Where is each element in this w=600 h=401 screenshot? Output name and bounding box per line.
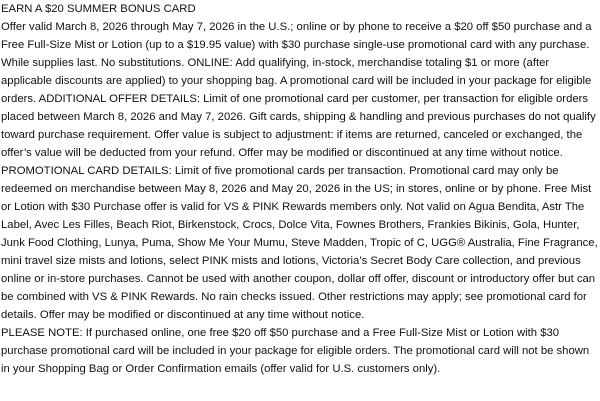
offer-details: Offer valid March 8, 2026 through May 7, 2026 in the U.S.; online or by phone to receive a $20 off $50 purchase and a Free Full-Size Mist or Lotion (up to a $19.95 value) with $30 purchase single-use promotional card with any purchase. While supplies last. No substitutions. ONLINE: Add qualifying, in-stock, merchandise totaling $1 or more (after applicable discounts are applied) to your shopping bag. A promotional card will be included in your package for eligible orders. ADDITIONAL OFFER DETAILS: Limit of one promotional card per customer, per transaction for eligible orders placed between March 8, 2026 and May 7, 2026. Gift cards, shipping & handling and previous purchases do not qualify toward purchase requirement. Offer value is subject to adjustment: if items are returned, canceled or exchanged, the offer’s value will be deducted from your refund. Offer may be modified or discontinued at any time without notice. PROMOTIONAL CARD DETAILS: Limit of five promotional cards per transaction. Promotional card may only be redeemed on merchandise between May 8, 2026 and May 20, 2026 in the US; in stores, online or by phone. Free Mist or Lotion with $30 Purchase offer is valid for VS & PINK Rewards members only. Not valid on Agua Bendita, Astr The Label, Avec Les Filles, Beach Riot, Birkenstock, Crocs, Dolce Vita, Fownes Brothers, Frankies Bikinis, Gola, Hunter, Junk Food Clothing, Lunya, Puma, Show Me Your Mumu, Steve Madden, Tropic of C, UGG® Australia, Fine Fragrance, mini travel size mists and lotions, select PINK mists and lotions, Victoria’s Secret Body Care collection, and previous online or in-store purchases. Cannot be used with another coupon, dollar off offer, discount or introductory offer but can be combined with VS & PINK Rewards. No rain checks issued. Other restrictions may apply; see promotional card for details. Offer may be modified or discontinued at any time without notice.: [1, 21, 598, 321]
offer-title: EARN A $20 SUMMER BONUS CARD: [1, 3, 196, 15]
offer-note: PLEASE NOTE: If purchased online, one free $20 off $50 purchase and a Free Full-Size Mist or Lotion with $30 purchase promotional card will be included in your package for eligible orders. The promotional card will not be shown in your Shopping Bag or Order Confirmation emails (offer valid for U.S. customers only).: [1, 327, 590, 375]
